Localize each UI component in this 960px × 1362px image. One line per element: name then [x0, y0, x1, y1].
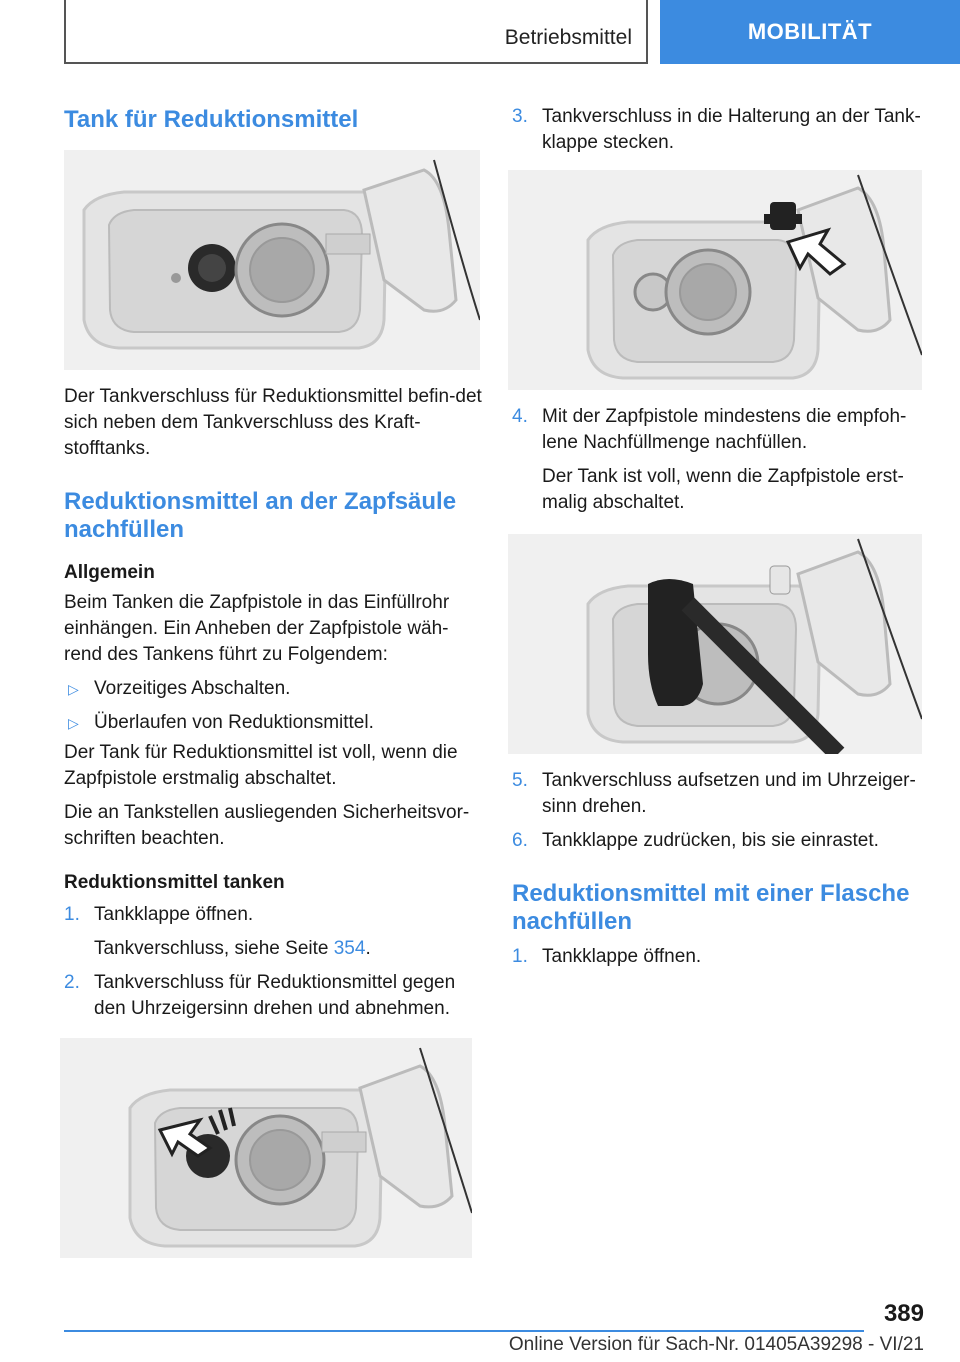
bullet-item	[64, 710, 484, 736]
paragraph-allgemein: Beim Tanken die Zapfpistole in das Einfüllrohr einhängen. Ein Anheben der Zapfpistole wäh-rend des Tankens führt zu Folgendem:	[64, 592, 450, 665]
bullet-text: Vorzeitiges Abschalten.	[94, 678, 291, 699]
step-text: Tankverschluss für Reduktionsmittel gegen den Uhrzeigersinn drehen und abnehmen.	[94, 972, 456, 1019]
step-item	[64, 902, 484, 928]
step-number: 1.	[512, 946, 528, 967]
figure-tank-closed	[64, 150, 480, 370]
section-title-tank: Tank für Reduktionsmittel	[64, 106, 359, 133]
page-number: 389	[883, 1300, 924, 1327]
figure-unscrew-cap	[60, 1038, 472, 1258]
header-frame	[64, 0, 648, 64]
step-number: 5.	[512, 770, 528, 791]
intro-paragraph: Der Tankverschluss für Reduktionsmittel befin-det sich neben dem Tankverschluss des Kraft-stofftanks.	[64, 386, 482, 459]
paragraph-safety: Die an Tankstellen ausliegenden Sicherheitsvor-schriften beachten.	[64, 802, 470, 849]
step-number: 1.	[64, 904, 80, 925]
subheading-allgemein: Allgemein	[64, 562, 155, 583]
step-number: 2.	[64, 972, 80, 993]
step-text: Tankklappe öffnen.	[542, 946, 702, 967]
subheading-tanken: Reduktionsmittel tanken	[64, 872, 285, 893]
step-text: Tankklappe zudrücken, bis sie einrastet.	[542, 830, 879, 851]
header-section-title: Betriebsmittel	[504, 26, 632, 49]
step-item	[64, 970, 484, 1022]
reference-suffix: .	[365, 938, 371, 959]
triangle-bullet-icon: ▷	[68, 681, 79, 697]
header-chapter-tab: MOBILITÄT	[660, 0, 960, 64]
step-text: Tankverschluss aufsetzen und im Uhrzeiger-sinn drehen.	[542, 770, 916, 817]
step-number: 4.	[512, 406, 528, 427]
left-column	[64, 96, 484, 1258]
step-text: Tankklappe öffnen.	[94, 904, 254, 925]
step-item	[512, 768, 924, 820]
reference-text: Tankverschluss, siehe Seite	[94, 938, 329, 959]
section-title-zapfsaeule: Reduktionsmittel an der Zapfsäule nachfüllen	[64, 488, 457, 543]
step-reference	[64, 936, 484, 962]
triangle-bullet-icon: ▷	[68, 715, 79, 731]
step-note: Der Tank ist voll, wenn die Zapfpistole erst-malig abschaltet.	[542, 466, 904, 513]
step-item	[512, 944, 924, 970]
step-text: Tankverschluss in die Halterung an der Tank-klappe stecken.	[542, 106, 921, 153]
right-column	[512, 104, 924, 970]
page-link[interactable]: 354	[333, 938, 366, 959]
step-number: 3.	[512, 106, 528, 127]
bullet-item	[64, 676, 484, 702]
bullet-text: Überlaufen von Reduktionsmittel.	[94, 712, 374, 733]
footer-divider	[64, 1330, 864, 1332]
step-text: Mit der Zapfpistole mindestens die empfoh-lene Nachfüllmenge nachfüllen.	[542, 406, 907, 453]
step-item	[512, 828, 924, 854]
step-item	[512, 104, 924, 156]
figure-cap-holder	[508, 170, 922, 390]
figure-refuel-nozzle	[508, 534, 922, 754]
paragraph-full: Der Tank für Reduktionsmittel ist voll, wenn die Zapfpistole erstmalig abschaltet.	[64, 742, 458, 789]
step-number: 6.	[512, 830, 528, 851]
footer-online-version: Online Version für Sach-Nr. 01405A39298 - VI/21	[508, 1334, 924, 1355]
section-title-flasche: Reduktionsmittel mit einer Flasche nachfüllen	[512, 880, 910, 935]
step-item	[512, 404, 924, 456]
